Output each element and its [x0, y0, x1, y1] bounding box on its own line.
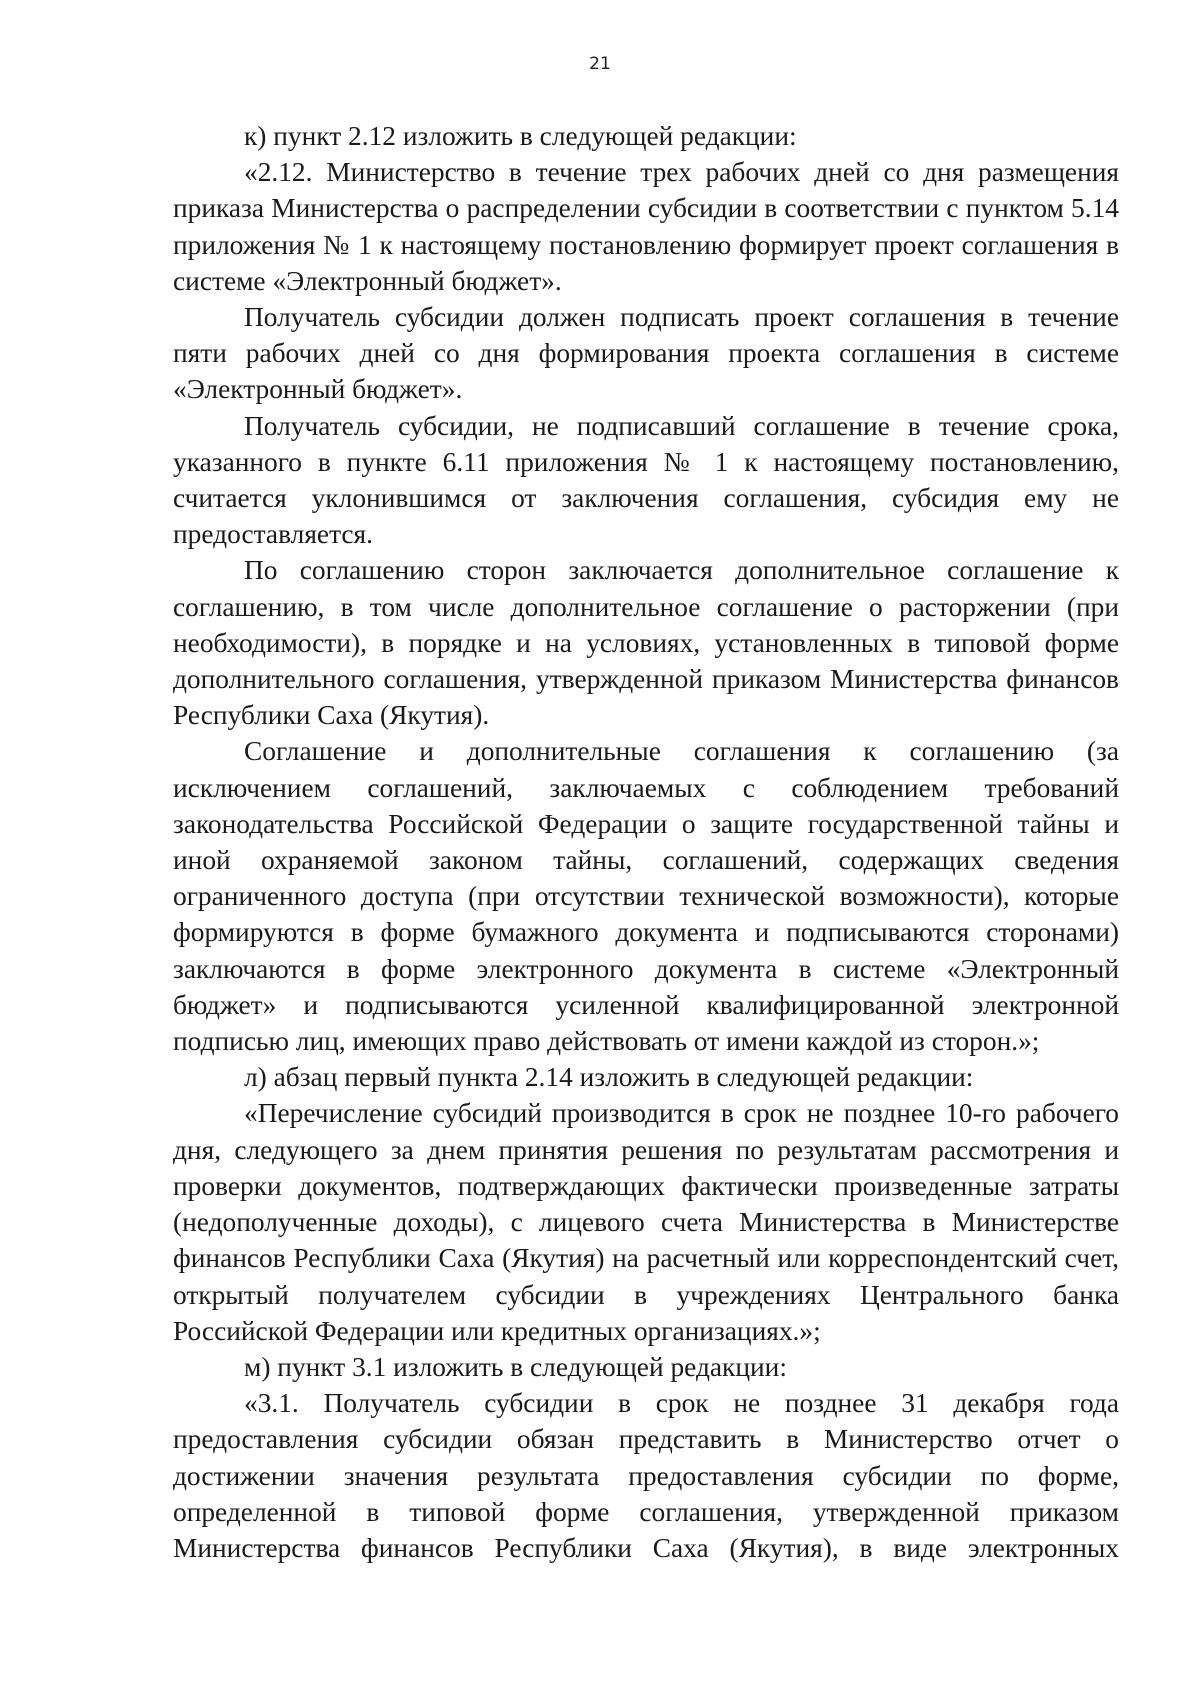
paragraph-additional-agreement: По соглашению сторон заключается дополнительное соглашение к соглашению, в том числе дополнительное соглашение о расторжении (при необходимости), в порядке и на условиях, установленных в типовой форме дополнительного соглашения, утвержденной приказом Министерства финансов Республики Саха (Якутия).	[173, 555, 1119, 731]
paragraph-signing-deadline: Получатель субсидии должен подписать проект соглашения в течение пяти рабочих дней со дня формирования проекта соглашения в системе «Электронный бюджет».	[173, 302, 1119, 405]
paragraph-clause-3-1: «3.1. Получатель субсидии в срок не позднее 31 декабря года предоставления субсидии обязан представить в Министерство отчет о достижении значения результата предоставления субсидии по форме, определенной в типовой форме соглашения, утвержденной приказом Министерства финансов Республики Саха (Якутия), в виде электронных	[173, 1388, 1119, 1563]
paragraph-transfer: «Перечисление субсидий производится в срок не позднее 10-го рабочего дня, следующего за днем принятия решения по результатам рассмотрения и проверки документов, подтверждающих фактически произведенные затраты (недополученные доходы), с лицевого счета Министерства в Министерстве финансов Республики Саха (Якутия) на расчетный или корреспондентский счет, открытый получателем субсидии в учреждениях Центрального банка Российской Федерации или кредитных организациях.»;	[173, 1098, 1119, 1346]
page-number: 21	[589, 54, 611, 74]
paragraph-item-k: к) пункт 2.12 изложить в следующей редакции:	[244, 121, 797, 151]
paragraph-item-m: м) пункт 3.1 изложить в следующей редакции:	[244, 1351, 787, 1382]
paragraph-electronic-form: Соглашение и дополнительные соглашения к соглашению (за исключением соглашений, заключаемых с соблюдением требований законодательства Российской Федерации о защите государственной тайны и иной охраняемой законом тайны, соглашений, содержащих сведения ограниченного доступа (при отсутствии технической возможности), которые формируются в форме бумажного документа и подписываются сторонами) заключаются в форме электронного документа в системе «Электронный бюджет» и подписываются усиленной квалифицированной электронной подписью лиц, имеющих право действовать от имени каждой из сторон.»;	[173, 736, 1119, 1057]
paragraph-clause-2-12: «2.12. Министерство в течение трех рабочих дней со дня размещения приказа Министерства о распределении субсидии в соответствии с пунктом 5.14 приложения № 1 к настоящему постановлению формирует проект соглашения в системе «Электронный бюджет».	[173, 157, 1119, 296]
document-body	[173, 118, 1119, 1566]
paragraph-item-l: л) абзац первый пункта 2.14 изложить в следующей редакции:	[244, 1062, 974, 1093]
paragraph-evasion: Получатель субсидии, не подписавший соглашение в течение срока, указанного в пункте 6.11 приложения № 1 к настоящему постановлению, считается уклонившимся от заключения соглашения, субсидия ему не предоставляется.	[173, 410, 1119, 550]
